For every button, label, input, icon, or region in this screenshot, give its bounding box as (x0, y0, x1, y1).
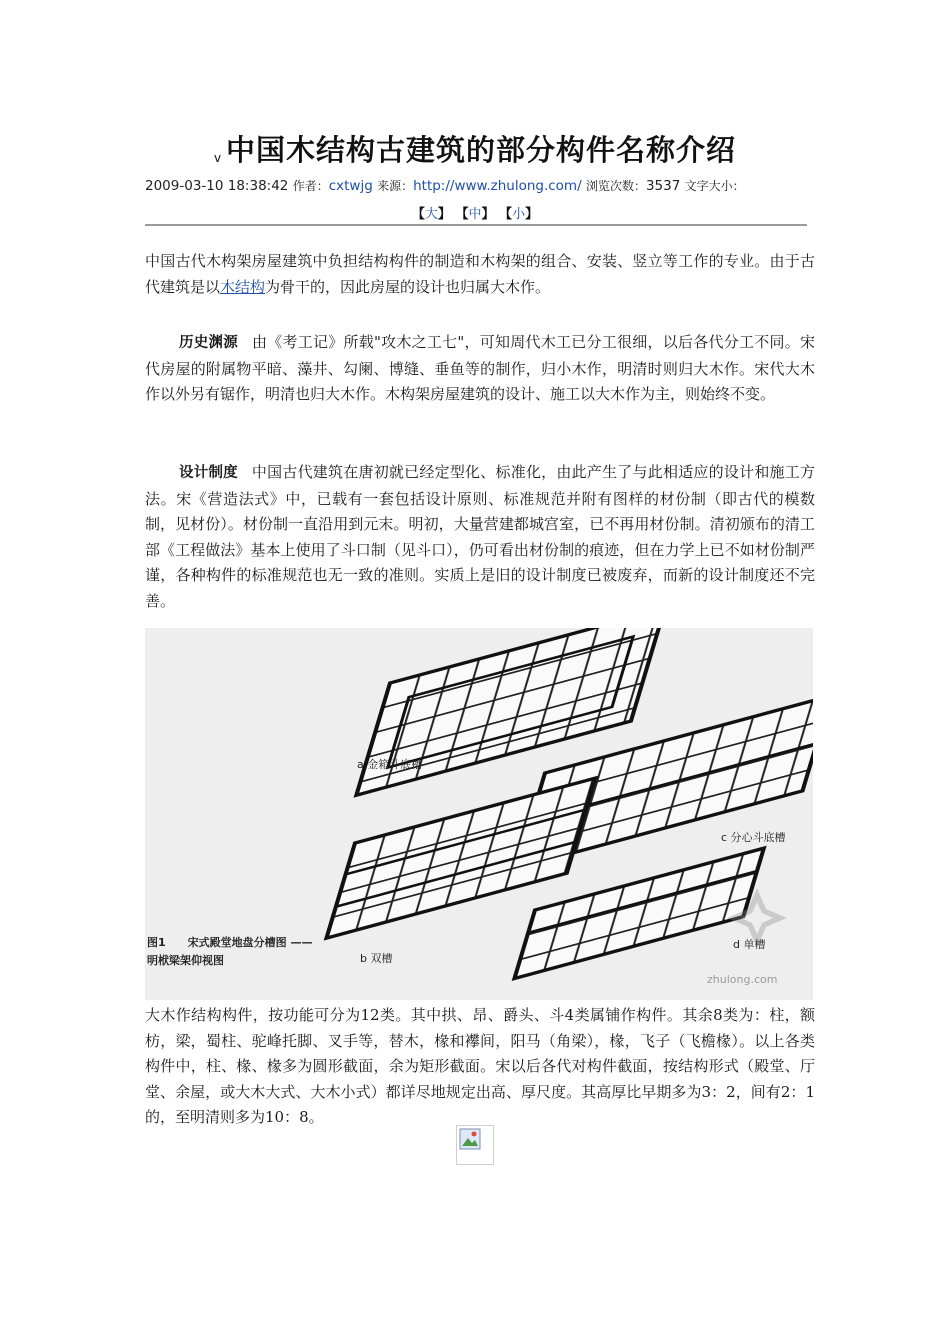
font-size-large-link[interactable]: 大 (424, 207, 438, 222)
design-text: 中国古代建筑在唐初就已经定型化、标准化，由此产生了与此相适应的设计和施工方法。宋《营造法式》中，已载有一套包括设计原则、标准规范并附有图样的材份制（即古代的模数制，见材份）。材份制一直沿用到元末。明初，大量营建都城宫室，已不再用材份制。清初颁布的清工部《工程做法》基本上使用了斗口制（见斗口），仍可看出材份制的痕迹，但在力学上已不如材份制严谨，各种构件的标准规范也无一致的准则。实质上是旧的设计制度已被废弃，而新的设计制度还不完善。 (145, 463, 815, 610)
bracket-open: 【 (455, 207, 469, 222)
publish-datetime: 2009-03-10 18:38:42 (145, 178, 289, 194)
label-b: b 双槽 (360, 952, 393, 965)
bracket-close: 】 (525, 207, 539, 222)
font-size-switcher (0, 203, 950, 222)
intro-paragraph (145, 249, 815, 300)
design-heading: 设计制度 (179, 465, 238, 481)
design-paragraph (145, 460, 815, 614)
views-count: 3537 (645, 178, 681, 194)
intro-text-end: 为骨干的，因此房屋的设计也归属大木作。 (265, 277, 551, 296)
author-label: 作者： (292, 179, 329, 193)
bracket-open: 【 (499, 207, 513, 222)
font-size-medium-link[interactable]: 中 (468, 207, 482, 222)
bracket-open: 【 (411, 207, 425, 222)
font-size-small-link[interactable]: 小 (512, 207, 526, 222)
source-label: 来源： (377, 179, 414, 193)
history-paragraph (145, 330, 815, 408)
intro-text: 中国古代木构架房屋建筑中负担结构构件的制造和木构架的组合、安装、竖立等工作的专业。由于古代建筑是以 (145, 252, 815, 296)
figure-caption-line2: 明栿梁架仰视图 (147, 954, 224, 967)
article-meta (145, 177, 815, 194)
history-text: 由《考工记》所载"攻木之工七"，可知周代木工已分工很细，以后各代分工不同。宋代房屋的附属物平暗、藻井、勾阑、博缝、垂鱼等的制作，归小木作，明清时则归大木作。宋代大木作以外另有锯作，明清也归大木作。木构架房屋建筑的设计、施工以大木作为主，则始终不变。 (145, 333, 815, 403)
components-paragraph (145, 1003, 815, 1131)
bracket-close: 】 (437, 207, 451, 222)
bracket-close: 】 (481, 207, 495, 222)
broken-image-placeholder[interactable] (456, 1125, 494, 1165)
author-link[interactable]: cxtwjg (328, 178, 373, 194)
source-link[interactable]: http://www.zhulong.com/ (413, 178, 582, 194)
label-d: d 单槽 (733, 938, 766, 951)
label-a: a 金箱斗底槽 (357, 758, 423, 771)
views-label: 浏览次数： (585, 179, 646, 193)
title-text: 中国木结构古建筑的部分构件名称介绍 (226, 133, 737, 167)
font-size-label: 文字大小： (684, 179, 745, 193)
floor-plan-figure (145, 628, 813, 1000)
title-marker: v (213, 151, 223, 165)
figure-caption-line1: 图1 宋式殿堂地盘分槽图 —— (147, 936, 313, 949)
broken-image-icon (459, 1128, 481, 1150)
timber-frame-drawing (145, 628, 813, 1000)
components-text: 大木作结构构件，按功能可分为12类。其中拱、昂、爵头、斗4类属铺作构件。其余8类为：柱，额枋，梁，蜀柱、驼峰托脚、叉手等，替木，椽和襻间，阳马（角梁），椽，飞子（飞檐椽）。以上各类构件中，柱、椽、椽多为圆形截面，余为矩形截面。宋以后各代对构件截面，按结构形式（殿堂、厅堂、余屋，或大木大式、大木小式）都详尽地规定出高、厚尺度。其高厚比早期多为3：2，间有2：1的，至明清则多为10：8。 (145, 1006, 815, 1126)
header-divider (145, 224, 807, 226)
article-title (0, 128, 950, 169)
label-c: c 分心斗底槽 (721, 831, 786, 844)
history-heading: 历史渊源 (179, 335, 238, 351)
watermark-text: zhulong.com (707, 973, 778, 986)
wood-structure-link[interactable]: 木结构 (220, 277, 266, 296)
